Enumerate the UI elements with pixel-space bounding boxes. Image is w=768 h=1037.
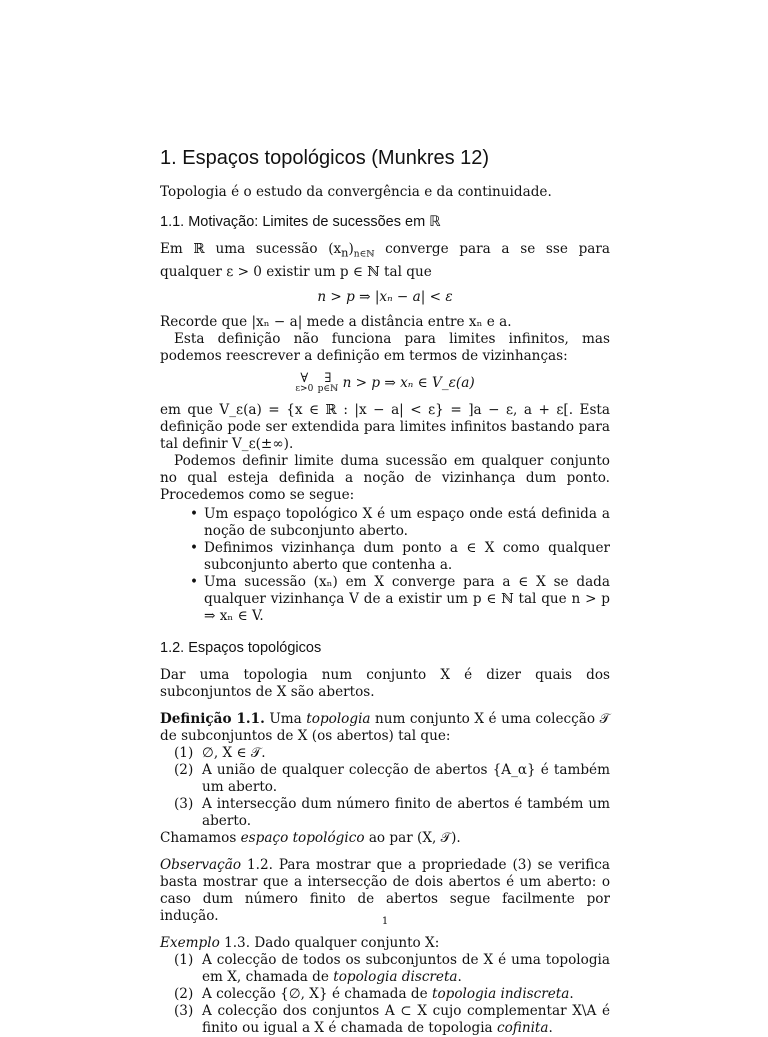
- equation-neighbourhood: [160, 370, 610, 394]
- list-item: (1) A colecção de todos os subconjuntos de X é uma topologia em X, chamada de topologia discreta.: [174, 951, 610, 985]
- list-item: (3) A intersecção dum número finito de abertos é também um aberto.: [174, 795, 610, 829]
- list-item: (1) ∅, X ∈ 𝒯.: [174, 744, 266, 761]
- definition-closing: Chamamos espaço topológico ao par (X, 𝒯).: [160, 829, 461, 846]
- forall-quantifier: ∀ ε>0: [295, 370, 314, 394]
- equation-body: n > p ⇒ xₙ ∈ V_ε(a): [342, 374, 475, 391]
- paragraph-infinite-limits: Esta definição não funciona para limites infinitos, mas podemos reescrever a definição em termos de vizinhanças:: [160, 330, 610, 364]
- bullet-list: [160, 506, 610, 625]
- subsection-heading-1: [160, 213, 610, 231]
- paragraph-topology-intro: Dar uma topologia num conjunto X é dizer quais dos subconjuntos de X são abertos.: [160, 666, 610, 700]
- list-item: • Definimos vizinhança dum ponto a ∈ X como qualquer subconjunto aberto que contenha a.: [190, 540, 610, 574]
- list-item: • Um espaço topológico X é um espaço onde está definida a noção de subconjunto aberto.: [190, 506, 610, 540]
- paragraph-neighbourhood-def: em que V_ε(a) = {x ∈ ℝ : |x − a| < ε} = ]a − ε, a + ε[. Esta definição pode ser extendida para limites infinitos bastando para tal definir V_ε(±∞).: [160, 401, 610, 452]
- section-heading: [160, 146, 610, 170]
- list-item: (2) A união de qualquer colecção de abertos {A_α} é também um aberto.: [174, 761, 610, 795]
- list-item: • Uma sucessão (xₙ) em X converge para a ∈ X se dada qualquer vizinhança V de a existir um p ∈ ℕ tal que n > p ⇒ xₙ ∈ V.: [190, 574, 610, 625]
- example-label: Exemplo: [160, 934, 220, 951]
- subsection-number: 1.2.: [160, 639, 185, 656]
- intro-paragraph: Topologia é o estudo da convergência e da continuidade.: [160, 184, 552, 200]
- section-number: 1.: [160, 147, 177, 169]
- document-body: [160, 140, 610, 1037]
- paragraph-general-limit: Podemos definir limite duma sucessão em qualquer conjunto no qual esteja definida a noção de vizinhança dum ponto. Procedemos como se segue:: [160, 452, 610, 503]
- definition-topology: Definição 1.1. Uma topologia num conjunto X é uma colecção 𝒯 de subconjuntos de X (os abertos) tal que:: [160, 710, 610, 744]
- observation: Observação 1.2. Para mostrar que a propriedade (3) se verifica basta mostrar que a intersecção de dois abertos é um aberto: o caso dum número finito de abertos segue facilmente por indução.: [160, 856, 610, 924]
- definition-label: Definição 1.1.: [160, 710, 265, 727]
- example: Exemplo 1.3. Dado qualquer conjunto X:: [160, 934, 440, 951]
- paragraph-distance: Recorde que |xₙ − a| mede a distância entre xₙ e a.: [160, 313, 512, 330]
- list-item: (3) A colecção dos conjuntos A ⊂ X cujo complementar X\A é finito ou igual a X é chamada de topologia cofinita.: [174, 1002, 610, 1036]
- page-number: 1: [381, 916, 389, 927]
- list-item: (2) A colecção {∅, X} é chamada de topologia indiscreta.: [174, 985, 574, 1002]
- paragraph-sequence-definition: Em ℝ uma sucessão $(x_n)_{n\in ℕ}$ converge para a se sse para qualquer ε > 0 existir um p ∈ ℕ tal que: [160, 241, 610, 280]
- subsection-title: Motivação: Limites de sucessões em ℝ: [188, 214, 441, 230]
- exists-quantifier: ∃ p∈ℕ: [317, 370, 339, 394]
- section-title: Espaços topológicos (Munkres 12): [182, 147, 490, 169]
- subsection-title: Espaços topológicos: [188, 639, 322, 656]
- definition-axioms: [160, 745, 610, 830]
- equation-limit: n > p ⇒ |xₙ − a| < ε: [317, 288, 453, 305]
- definition-term: topologia: [306, 710, 371, 727]
- subsection-heading-2: [160, 639, 610, 657]
- observation-label: Observação: [160, 856, 242, 873]
- subsection-number: 1.1.: [160, 214, 185, 230]
